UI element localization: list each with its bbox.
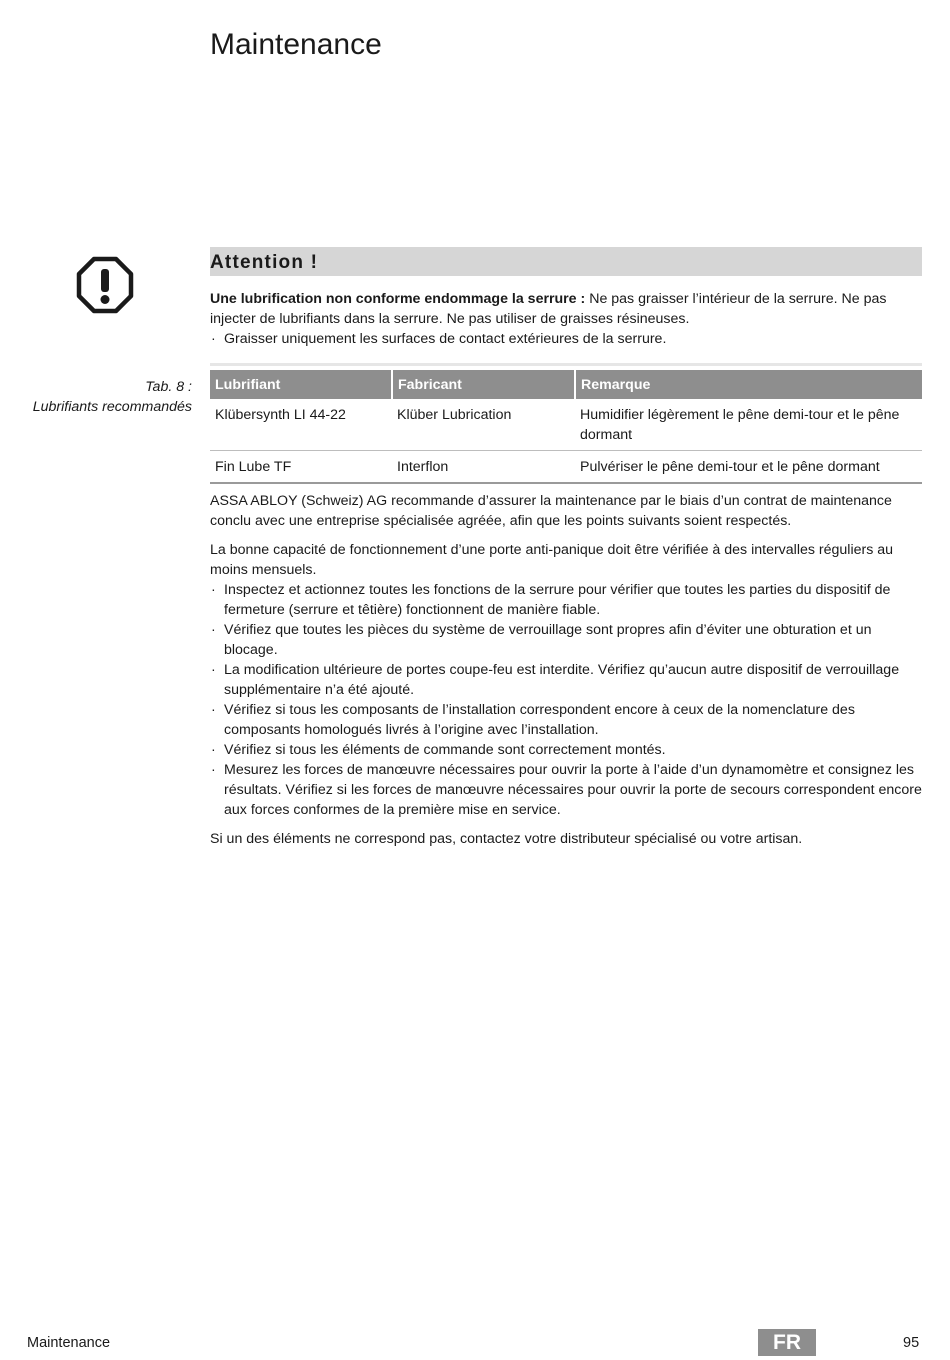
table-cell: Pulvériser le pêne demi-tour et le pêne dormant bbox=[575, 451, 922, 484]
table-header-row bbox=[210, 370, 922, 399]
body-paragraph: ASSA ABLOY (Schweiz) AG recommande d’assurer la maintenance par le biais d’un contrat de maintenance conclu avec une entreprise spécialisée agréée, afin que les points suivants soient respectés. bbox=[210, 493, 892, 529]
table-row bbox=[210, 451, 922, 484]
warning-banner bbox=[210, 247, 922, 276]
lubricants-table bbox=[210, 370, 922, 484]
table-cell: Humidifier légèrement le pêne demi-tour et le pêne dormant bbox=[575, 399, 922, 451]
list-item: · Vérifiez si tous les éléments de commande sont correctement montés. bbox=[210, 740, 922, 760]
table-cell: Fin Lube TF bbox=[210, 451, 392, 484]
warning-body bbox=[210, 289, 922, 349]
checklist bbox=[210, 580, 922, 820]
page-title: Maintenance bbox=[210, 28, 382, 61]
list-item: · Inspectez et actionnez toutes les fonctions de la serrure pour vérifier que toutes les parties du dispositif de fermeture (serrure et têtière) fonctionnent de manière fiable. bbox=[210, 580, 922, 620]
warning-bold-lead: Une lubrification non conforme endommage la serrure : bbox=[210, 291, 586, 307]
maintenance-body bbox=[210, 491, 922, 858]
section-divider bbox=[210, 363, 922, 366]
exclamation-octagon-icon bbox=[76, 256, 134, 314]
list-item: · Mesurez les forces de manœuvre nécessaires pour ouvrir la porte à l’aide d’un dynamomètre et consignez les résultats. Vérifiez si les forces de manœuvre nécessaires pour ouvrir la porte de secours correspondent encore aux forces conformes de la première mise en service. bbox=[210, 760, 922, 820]
warning-bullet: · Graisser uniquement les surfaces de contact extérieures de la serrure. bbox=[210, 329, 922, 349]
list-item: · La modification ultérieure de portes coupe-feu est interdite. Vérifiez qu’aucun autre dispositif de verrouillage supplémentaire n’a été ajouté. bbox=[210, 660, 922, 700]
language-badge: FR bbox=[758, 1329, 816, 1356]
column-header-remark: Remarque bbox=[575, 370, 922, 399]
table-caption-number: Tab. 8 : bbox=[145, 379, 192, 395]
table-cell: Klüber Lubrication bbox=[392, 399, 575, 451]
body-paragraph: La bonne capacité de fonctionnement d’une porte anti-panique doit être vérifiée à des intervalles réguliers au moins mensuels. bbox=[210, 542, 894, 578]
table-cell: Interflon bbox=[392, 451, 575, 484]
table-caption bbox=[33, 377, 192, 417]
page-number: 95 bbox=[903, 1335, 920, 1351]
body-paragraph: Si un des éléments ne correspond pas, contactez votre distributeur spécialisé ou votre artisan. bbox=[210, 831, 803, 847]
column-header-manufacturer: Fabricant bbox=[392, 370, 575, 399]
footer-section-title: Maintenance bbox=[27, 1335, 111, 1351]
warning-paragraph bbox=[210, 289, 922, 329]
table-cell: Klübersynth LI 44-22 bbox=[210, 399, 392, 451]
list-item: · Vérifiez que toutes les pièces du système de verrouillage sont propres afin d’éviter une obturation et un blocage. bbox=[210, 620, 922, 660]
table-caption-title: Lubrifiants recommandés bbox=[32, 399, 192, 415]
column-header-lubricant: Lubrifiant bbox=[210, 370, 392, 399]
list-item: · Vérifiez si tous les composants de l’installation correspondent encore à ceux de la nomenclature des composants homologués livrés à l’origine avec l’installation. bbox=[210, 700, 922, 740]
table-row bbox=[210, 399, 922, 451]
warning-text: Ne pas graisser l’intérieur de la serrure. Ne pas injecter de lubrifiants dans la serrure. Ne pas utiliser de graisses résineuses. bbox=[210, 291, 887, 327]
warning-title: Attention ! bbox=[210, 252, 319, 273]
